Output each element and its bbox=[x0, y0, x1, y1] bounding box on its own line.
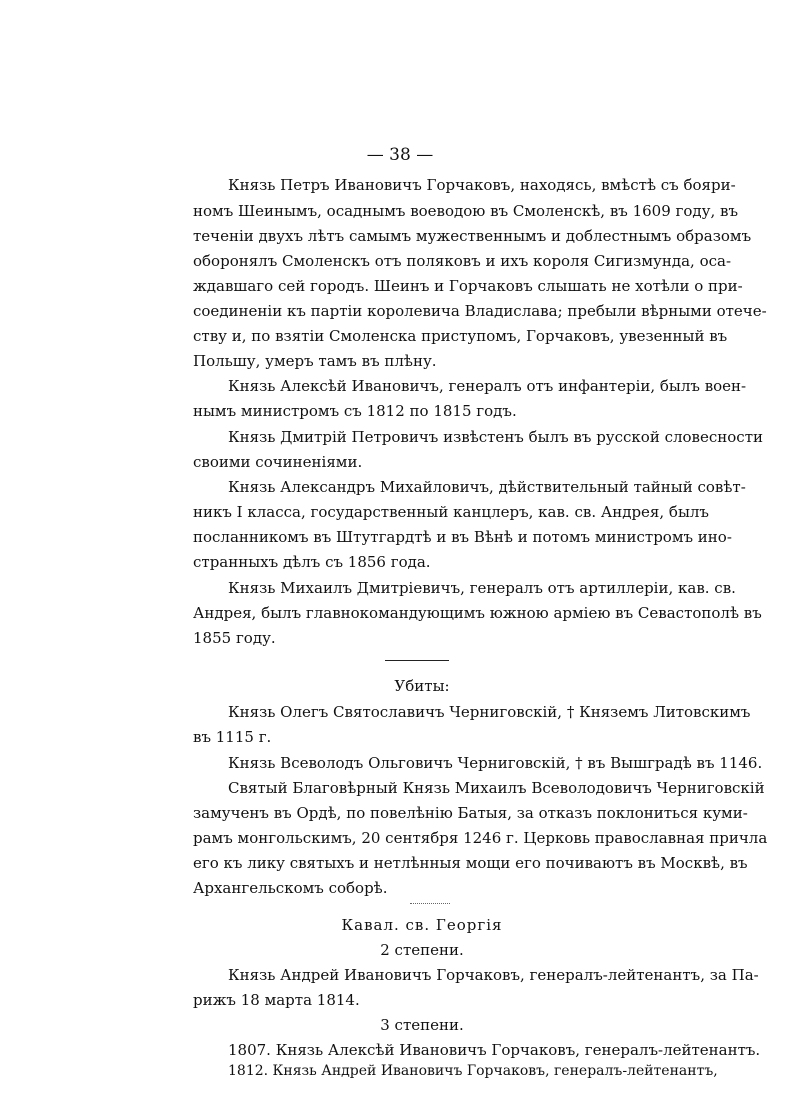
section-heading-killed: Убиты: bbox=[394, 677, 450, 695]
text-line: теченіи двухъ лѣтъ самымъ мужественнымъ и доблестнымъ образомъ bbox=[193, 227, 752, 245]
section-heading-cavaliers: Кавал. св. Георгія bbox=[341, 916, 503, 934]
text-line: 1855 году. bbox=[193, 629, 276, 647]
text-line: Андрея, былъ главнокомандующимъ южною арміею въ Севастополѣ въ bbox=[193, 604, 762, 622]
text-line: Князь Алексѣй Ивановичъ, генералъ отъ инфантеріи, былъ воен- bbox=[228, 377, 747, 395]
text-line: 1807. Князь Алексѣй Ивановичъ Горчаковъ, генералъ-лейтенантъ. bbox=[228, 1041, 761, 1059]
text-line: въ 1115 г. bbox=[193, 728, 272, 746]
text-line: никъ I класса, государственный канцлеръ, кав. св. Андрея, былъ bbox=[193, 503, 709, 521]
text-line: его къ лику святыхъ и нетлѣнныя мощи его почиваютъ въ Москвѣ, въ bbox=[193, 854, 748, 872]
degree-heading: 3 степени. bbox=[380, 1016, 464, 1034]
text-line: ству и, по взятіи Смоленска приступомъ, Горчаковъ, увезенный въ bbox=[193, 327, 728, 345]
text-line: рижъ 18 марта 1814. bbox=[193, 991, 360, 1009]
degree-heading: 2 степени. bbox=[380, 941, 464, 959]
text-line: рамъ монгольскимъ, 20 сентября 1246 г. Церковь православная причла bbox=[193, 829, 768, 847]
text-line: Князь Петръ Ивановичъ Горчаковъ, находясь, вмѣстѣ съ бояри- bbox=[228, 176, 736, 194]
text-line: своими сочиненіями. bbox=[193, 453, 363, 471]
text-line: Князь Александръ Михайловичъ, дѣйствительный тайный совѣт- bbox=[228, 478, 746, 496]
text-line: Князь Михаилъ Дмитріевичъ, генералъ отъ артиллеріи, кав. св. bbox=[228, 579, 736, 597]
text-line: посланникомъ въ Штутгардтѣ и въ Вѣнѣ и потомъ министромъ ино- bbox=[193, 528, 732, 546]
text-line: странныхъ дѣлъ съ 1856 года. bbox=[193, 553, 431, 571]
text-line: Князь Всеволодъ Ольговичъ Черниговскій, † въ Вышградѣ въ 1146. bbox=[228, 754, 763, 772]
text-line: замученъ въ Ордѣ, по повелѣнію Батыя, за отказъ поклониться куми- bbox=[193, 804, 748, 822]
page-number: — 38 — bbox=[366, 145, 434, 165]
text-line: соединеніи къ партіи королевича Владислава; пребыли вѣрными отече- bbox=[193, 302, 767, 320]
text-line: оборонялъ Смоленскъ отъ поляковъ и ихъ короля Сигизмунда, оса- bbox=[193, 252, 732, 270]
text-line: Князь Андрей Ивановичъ Горчаковъ, генералъ-лейтенантъ, за Па- bbox=[228, 966, 759, 984]
text-line: нымъ министромъ съ 1812 по 1815 годъ. bbox=[193, 402, 517, 420]
text-line: номъ Шеинымъ, осаднымъ воеводою въ Смоленскѣ, въ 1609 году, въ bbox=[193, 202, 738, 220]
section-divider bbox=[410, 903, 450, 904]
text-line: Князь Олегъ Святославичъ Черниговскій, † Княземъ Литовскимъ bbox=[228, 703, 751, 721]
text-line: Польшу, умеръ тамъ въ плѣну. bbox=[193, 352, 437, 370]
text-line: Князь Дмитрій Петровичъ извѣстенъ былъ въ русской словесности bbox=[228, 428, 763, 446]
section-divider bbox=[385, 660, 449, 661]
text-line: ждавшаго сей городъ. Шеинъ и Горчаковъ слышать не хотѣли о при- bbox=[193, 277, 743, 295]
text-line: Святый Благовѣрный Князь Михаилъ Всеволодовичъ Черниговскій bbox=[228, 779, 765, 797]
text-line: 1812. Князь Андрей Ивановичъ Горчаковъ, генералъ-лейтенантъ, bbox=[228, 1063, 718, 1079]
text-line: Архангельскомъ соборѣ. bbox=[193, 879, 388, 897]
